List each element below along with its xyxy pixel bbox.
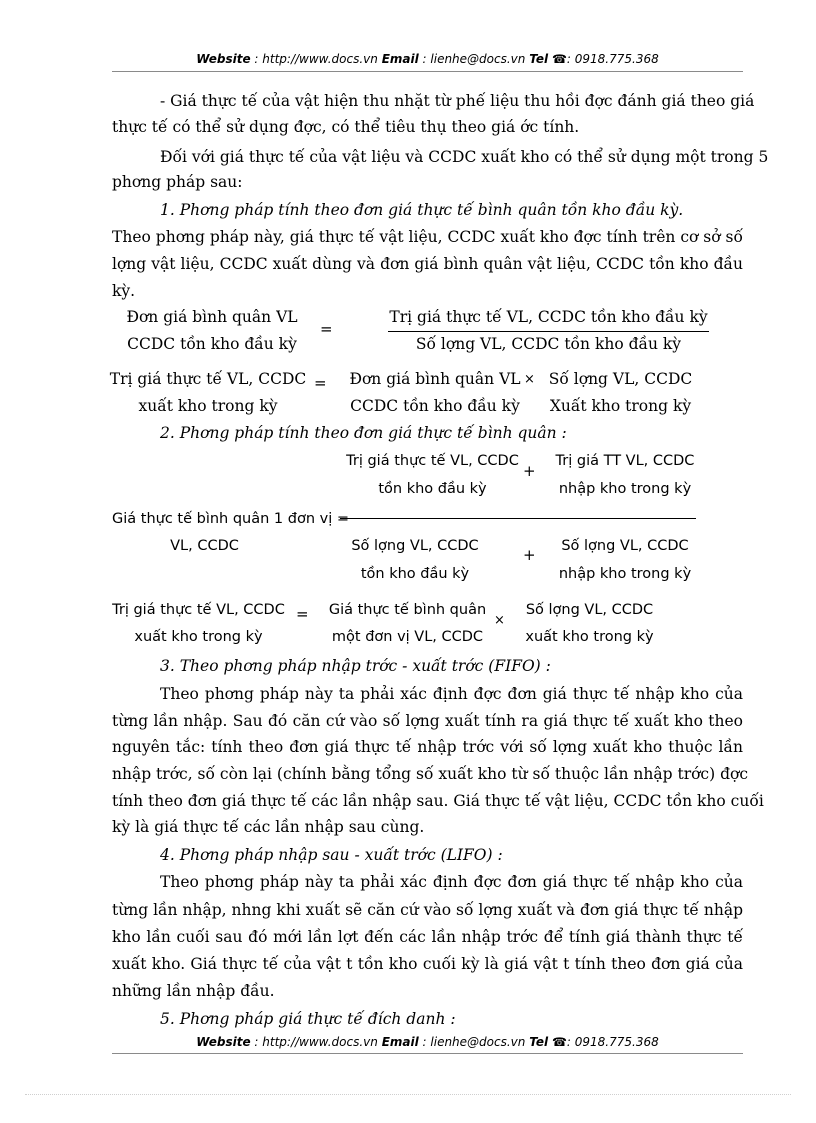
section-heading: 4. Phơng pháp nhập sau - xuất trớc (LIFO) : bbox=[160, 846, 503, 864]
equals-sign: = bbox=[314, 374, 327, 392]
footer-email-label: Email bbox=[381, 1035, 419, 1049]
formula-term: tồn kho đầu kỳ bbox=[360, 566, 470, 582]
times-sign: × bbox=[494, 613, 505, 628]
formula-term: Xuất kho trong kỳ bbox=[549, 397, 692, 415]
section-heading: 2. Phơng pháp tính theo đơn giá thực tế bình quân : bbox=[160, 424, 567, 442]
formula-term: Số lợng VL, CCDC bbox=[525, 602, 654, 618]
paragraph-line: thực tế có thể sử dụng đợc, có thể tiêu thụ theo giá ớc tính. bbox=[112, 118, 580, 136]
footer-website-label: Website bbox=[196, 1035, 251, 1049]
paragraph-line: Theo phơng pháp này ta phải xác định đợc đơn giá thực tế nhập kho của bbox=[160, 685, 743, 703]
footer-email-value: : lienhe@docs.vn bbox=[422, 1035, 526, 1049]
footer-tel-label: Tel bbox=[529, 1035, 549, 1049]
section-heading: 5. Phơng pháp giá thực tế đích danh : bbox=[160, 1010, 456, 1028]
fraction-bar bbox=[340, 518, 696, 519]
equals-sign: = bbox=[296, 605, 309, 623]
footer-tel-value: : 0918.775.368 bbox=[566, 1035, 659, 1049]
paragraph-line: Đối với giá thực tế của vật liệu và CCDC xuất kho có thể sử dụng một trong 5 bbox=[160, 148, 769, 166]
phone-icon: ☎ bbox=[551, 52, 567, 66]
header-divider bbox=[112, 71, 743, 72]
formula-term: Trị giá thực tế VL, CCDC bbox=[346, 453, 519, 469]
section-heading: 3. Theo phơng pháp nhập trớc - xuất trớc (FIFO) : bbox=[160, 657, 551, 675]
section-heading: 1. Phơng pháp tính theo đơn giá thực tế bình quân tồn kho đầu kỳ. bbox=[160, 201, 684, 219]
header-website-url: : http://www.docs.vn bbox=[254, 52, 378, 66]
formula-term: xuất kho trong kỳ bbox=[138, 397, 278, 415]
formula-label: Đơn giá bình quân VL bbox=[126, 308, 298, 326]
formula-term: Số lợng VL, CCDC bbox=[561, 538, 689, 554]
paragraph-line: kỳ. bbox=[112, 282, 136, 300]
paragraph-line: xuất kho. Giá thực tế của vật t tồn kho cuối kỳ là giá vật t tính theo đơn giá của bbox=[112, 955, 743, 973]
header-email-value: : lienhe@docs.vn bbox=[422, 52, 526, 66]
paragraph-line: kho lần cuối sau đó mới lần lợt đến các lần nhập trớc để tính giá thành thực tế bbox=[112, 928, 743, 946]
formula-term: Số lợng VL, CCDC bbox=[351, 538, 479, 554]
header-tel-value: : 0918.775.368 bbox=[566, 52, 659, 66]
formula-term: xuất kho trong kỳ bbox=[134, 629, 263, 645]
formula-term: nhập kho trong kỳ bbox=[558, 566, 692, 582]
formula-numerator: Trị giá thực tế VL, CCDC tồn kho đầu kỳ bbox=[389, 308, 708, 326]
paragraph-line: - Giá thực tế của vật hiện thu nhặt từ phế liệu thu hồi đợc đánh giá theo giá bbox=[160, 92, 755, 110]
phone-icon: ☎ bbox=[551, 1035, 567, 1049]
paragraph-line: từng lần nhập, nhng khi xuất sẽ căn cứ vào số lợng xuất và đơn giá thực tế nhập bbox=[112, 901, 743, 919]
paragraph-line: nhập trớc, số còn lại (chính bằng tổng số xuất kho từ số thuộc lần nhập trớc) đợc bbox=[112, 765, 749, 783]
formula-denominator: Số lợng VL, CCDC tồn kho đầu kỳ bbox=[415, 335, 682, 353]
footer-website-url: : http://www.docs.vn bbox=[254, 1035, 378, 1049]
plus-sign: + bbox=[523, 546, 536, 564]
equals-sign: = bbox=[320, 320, 333, 338]
header-website-label: Website bbox=[196, 52, 251, 66]
paragraph-line: tính theo đơn giá thực tế các lần nhập sau. Giá thực tế vật liệu, CCDC tồn kho cuối bbox=[112, 792, 764, 810]
paragraph-line: từng lần nhập. Sau đó căn cứ vào số lợng xuất tính ra giá thực tế xuất kho theo bbox=[112, 712, 743, 730]
formula-term: Giá thực tế bình quân bbox=[328, 602, 487, 618]
fraction-bar bbox=[388, 331, 709, 332]
formula-term: Đơn giá bình quân VL bbox=[349, 370, 521, 388]
formula-term: nhập kho trong kỳ bbox=[558, 481, 692, 497]
paragraph-line: nguyên tắc: tính theo đơn giá thực tế nhập trớc với số lợng xuất kho thuộc lần bbox=[112, 738, 743, 756]
footer-divider bbox=[112, 1053, 743, 1054]
paragraph-line: những lần nhập đầu. bbox=[112, 982, 275, 1000]
formula-label: Giá thực tế bình quân 1 đơn vị = bbox=[112, 511, 349, 527]
formula-term: Trị giá thực tế VL, CCDC bbox=[109, 370, 307, 388]
paragraph-line: lợng vật liệu, CCDC xuất dùng và đơn giá bình quân vật liệu, CCDC tồn kho đầu bbox=[112, 255, 743, 273]
page-break-line bbox=[25, 1094, 791, 1095]
header-email-label: Email bbox=[381, 52, 419, 66]
formula-term: Trị giá thực tế VL, CCDC bbox=[112, 602, 285, 618]
paragraph-line: phơng pháp sau: bbox=[112, 173, 243, 191]
formula-term: Trị giá TT VL, CCDC bbox=[555, 453, 695, 469]
formula-label: CCDC tồn kho đầu kỳ bbox=[127, 335, 297, 353]
header-tel-label: Tel bbox=[529, 52, 549, 66]
times-sign: × bbox=[524, 372, 535, 387]
paragraph-line: Theo phơng pháp này ta phải xác định đợc đơn giá thực tế nhập kho của bbox=[160, 873, 743, 891]
formula-term: tồn kho đầu kỳ bbox=[378, 481, 487, 497]
formula-term: xuất kho trong kỳ bbox=[525, 629, 654, 645]
paragraph-line: Theo phơng pháp này, giá thực tế vật liệu, CCDC xuất kho đợc tính trên cơ sở số bbox=[112, 228, 743, 246]
formula-term: một đơn vị VL, CCDC bbox=[331, 629, 484, 645]
formula-term: Số lợng VL, CCDC bbox=[548, 370, 693, 388]
formula-label: VL, CCDC bbox=[170, 538, 239, 554]
page-header bbox=[112, 52, 743, 66]
paragraph-line: kỳ là giá thực tế các lần nhập sau cùng. bbox=[112, 818, 425, 836]
plus-sign: + bbox=[523, 462, 536, 480]
page-footer bbox=[112, 1035, 743, 1049]
formula-term: CCDC tồn kho đầu kỳ bbox=[350, 397, 520, 415]
